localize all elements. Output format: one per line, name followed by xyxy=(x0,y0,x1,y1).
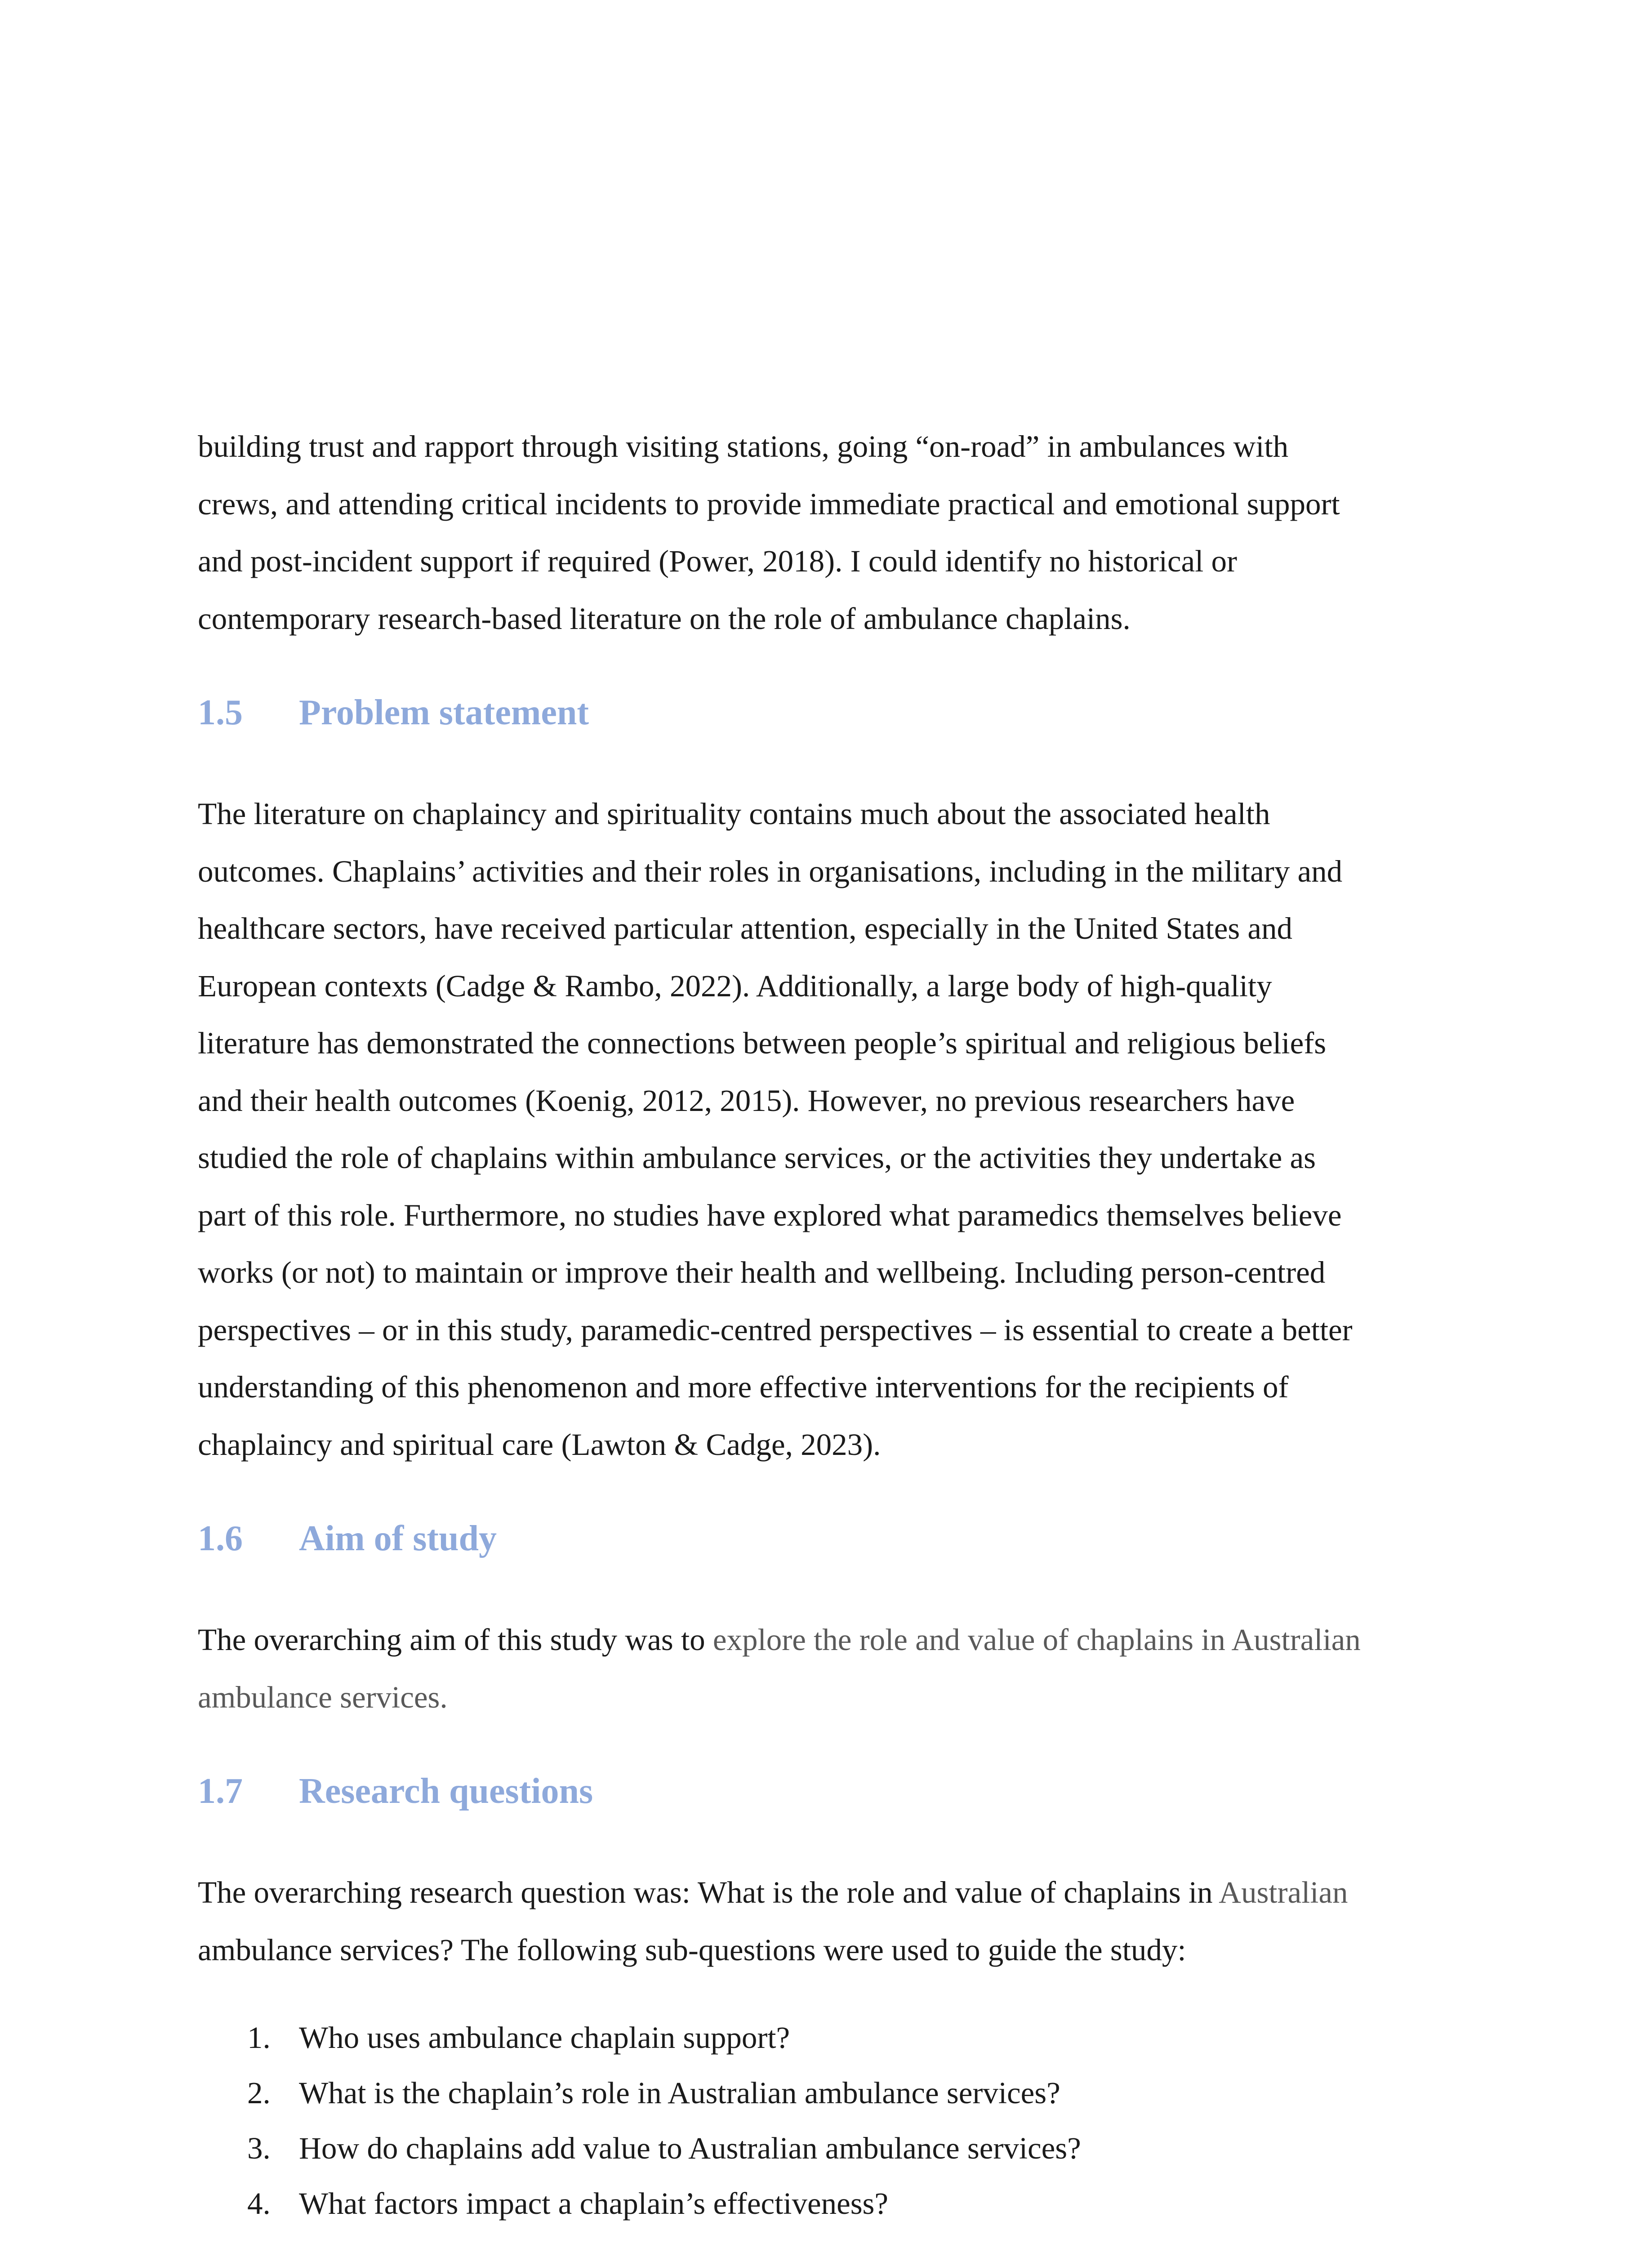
section-number: 1.5 xyxy=(198,693,243,732)
document-page xyxy=(198,418,1461,2231)
research-questions-list xyxy=(198,2010,1461,2231)
intro-paragraph xyxy=(198,418,1461,647)
list-item xyxy=(198,2010,1461,2065)
text-line xyxy=(198,1864,1461,1922)
problem-statement-paragraph xyxy=(198,785,1461,1473)
list-item-text: What factors impact a chaplain’s effectiveness? xyxy=(299,2186,889,2221)
rq-muted-text: Australian xyxy=(1219,1875,1348,1909)
text-line: studied the role of chaplains within ambulance services, or the activities they undertake as xyxy=(198,1141,1316,1175)
aim-muted-text: explore the role and value of chaplains in Australian xyxy=(712,1623,1361,1657)
text-line: European contexts (Cadge & Rambo, 2022). Additionally, a large body of high-quality xyxy=(198,968,1272,1003)
text-line: works (or not) to maintain or improve their health and wellbeing. Including person-centred xyxy=(198,1255,1326,1289)
rq-lead-text: The overarching research question was: What is the role and value of chaplains in xyxy=(198,1875,1219,1909)
text-line: part of this role. Furthermore, no studies have explored what paramedics themselves believe xyxy=(198,1198,1342,1232)
text-line: ambulance services. xyxy=(198,1680,448,1714)
text-line: and post-incident support if required (Power, 2018). I could identify no historical or xyxy=(198,544,1238,578)
list-marker: 4. xyxy=(247,2186,271,2221)
section-number: 1.7 xyxy=(198,1771,243,1811)
section-number: 1.6 xyxy=(198,1519,243,1558)
text-line: literature has demonstrated the connections between people’s spiritual and religious beliefs xyxy=(198,1026,1327,1060)
list-marker: 1. xyxy=(247,2021,271,2055)
section-heading-research-questions xyxy=(198,1769,1461,1814)
list-item xyxy=(198,2121,1461,2176)
section-heading-aim-of-study xyxy=(198,1516,1461,1561)
text-line: chaplaincy and spiritual care (Lawton & Cadge, 2023). xyxy=(198,1427,881,1462)
text-line: building trust and rapport through visiting stations, going “on-road” in ambulances with xyxy=(198,429,1289,464)
text-line: outcomes. Chaplains’ activities and their roles in organisations, including in the military and xyxy=(198,854,1343,888)
text-line: The literature on chaplaincy and spirituality contains much about the associated health xyxy=(198,797,1270,831)
list-item xyxy=(198,2176,1461,2231)
text-line: perspectives – or in this study, paramedic-centred perspectives – is essential to create a better xyxy=(198,1312,1353,1347)
section-title: Aim of study xyxy=(299,1519,497,1558)
text-line: contemporary research-based literature on the role of ambulance chaplains. xyxy=(198,601,1131,636)
section-heading-problem-statement xyxy=(198,690,1461,735)
text-line: and their health outcomes (Koenig, 2012, 2015). However, no previous researchers have xyxy=(198,1083,1295,1118)
text-line: ambulance services? The following sub-questions were used to guide the study: xyxy=(198,1932,1186,1967)
list-item xyxy=(198,2065,1461,2121)
list-marker: 3. xyxy=(247,2131,271,2165)
section-title: Problem statement xyxy=(299,693,589,732)
section-title: Research questions xyxy=(299,1771,593,1811)
list-item-text: How do chaplains add value to Australian ambulance services? xyxy=(299,2131,1081,2165)
list-item-text: What is the chaplain’s role in Australian ambulance services? xyxy=(299,2076,1060,2110)
aim-lead-text: The overarching aim of this study was to xyxy=(198,1623,713,1657)
text-line: crews, and attending critical incidents to provide immediate practical and emotional support xyxy=(198,486,1340,521)
text-line: healthcare sectors, have received particular attention, especially in the United States and xyxy=(198,911,1293,946)
aim-paragraph xyxy=(198,1611,1461,1726)
research-questions-paragraph xyxy=(198,1864,1461,1979)
list-marker: 2. xyxy=(247,2076,271,2110)
list-item-text: Who uses ambulance chaplain support? xyxy=(299,2021,790,2055)
text-line xyxy=(198,1611,1461,1669)
text-line: understanding of this phenomenon and more effective interventions for the recipients of xyxy=(198,1370,1289,1404)
